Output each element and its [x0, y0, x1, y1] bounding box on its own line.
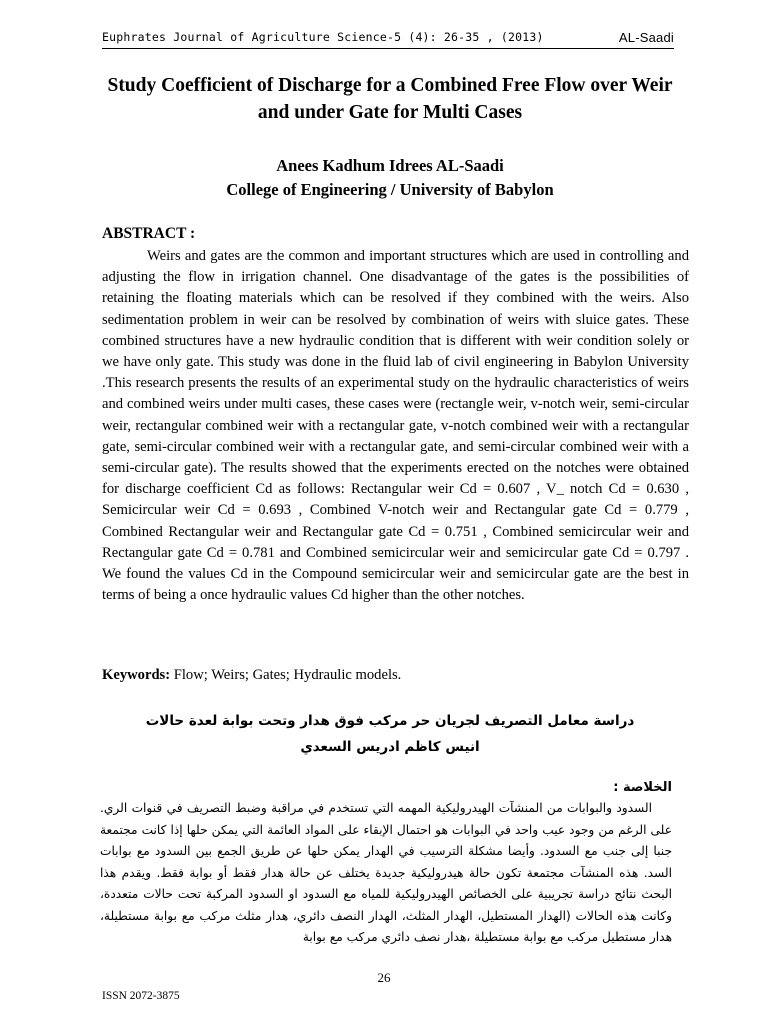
- arabic-abstract-body: السدود والبوابات من المنشآت الهيدروليكية المهمه التي تستخدم في مراقبة وضبط التصريف في قنوات الري. على الرغم من وجود عيب واحد في البوابات هو احتمال الإبقاء على المواد العائمة التي يمكن حلها إذا كانت مجتمعة جنبا إلى جنب مع السدود. وأيضا مشكلة الترسيب في الهدار يمكن حلها عن طريق الجمع بين السدود مع بوابات السد. هذه المنشآت مجتمعة تكون حالة هيدروليكية جديدة يختلف عن حالة هدار فقط أو بوابة فقط. ويقدم هذا البحث نتائج دراسة تجريبية على الخصائص الهيدروليكية للمياه مع السدود او السدود المركبة تحت حالات متعددة، وكانت هذه الحالات (الهدار المستطيل، الهدار المثلث، الهدار النصف دائري، هدار مثلث مركب مع بوابة مستطيلة، هدار مستطيل مركب مع بوابة مستطيلة ،هدار نصف دائري مركب مع بوابة: [100, 801, 672, 944]
- abstract-heading: ABSTRACT :: [102, 225, 196, 242]
- paper-title-line-2: and under Gate for Multi Cases: [257, 102, 523, 123]
- keywords-text: Flow; Weirs; Gates; Hydraulic models.: [170, 667, 402, 683]
- header-rule: [102, 48, 674, 49]
- paper-title-line-1: Study Coefficient of Discharge for a Combined Free Flow over Weir: [107, 75, 673, 96]
- author-name: Anees Kadhum Idrees AL-Saadi: [276, 156, 504, 175]
- keywords-label: Keywords:: [102, 667, 171, 683]
- arabic-author: انيس كاظم ادريس السعدي: [300, 739, 480, 755]
- keywords: [102, 667, 689, 684]
- arabic-title: دراسة معامل التصريف لجريان حر مركب فوق هدار وتحت بوابة لعدة حالات: [145, 713, 635, 729]
- paper-title: [90, 72, 690, 126]
- issn: ISSN 2072-3875: [102, 990, 180, 1002]
- header-author: AL-Saadi: [618, 30, 674, 45]
- running-header: [102, 28, 674, 48]
- journal-citation: Euphrates Journal of Agriculture Science-5 (4): 26-35 , (2013): [102, 30, 544, 44]
- arabic-title-block: [90, 708, 690, 760]
- author-block: [90, 154, 690, 202]
- author-affiliation: College of Engineering / University of Babylon: [226, 180, 554, 199]
- arabic-abstract-heading: الخلاصة :: [613, 780, 672, 795]
- page-number: 26: [377, 970, 391, 985]
- abstract-body: Weirs and gates are the common and important structures which are used in controlling and adjusting the flow in irrigation channel. One disadvantage of the gates is the possibilities of retaining the floating materials which can be resolved if they combined with the weirs. Also sedimentation problem in weir can be resolved by combination of weirs with sluice gates. These combined structures have a new hydraulic condition that is different with weir condition solely or we have only gate. This study was done in the fluid lab of civil engineering in Babylon University .This research presents the results of an experimental study on the hydraulic characteristics of weirs and combined weirs under multi cases, these cases were (rectangle weir, v-notch weir, semi-circular weir, rectangular combined weir with a rectangular gate, v-notch combined weir with a rectangular gate, semi-circular combined weir with a rectangular gate, and semi-circular combined weir with a semi-circular gate). The results showed that the experiments erected on the notches were obtained for discharge coefficient Cd as follows: Rectangular weir Cd = 0.607 , V_ notch Cd = 0.630 , Semicircular weir Cd = 0.693 , Combined V-notch weir and Rectangular gate Cd = 0.779 , Combined Rectangular weir and Rectangular gate Cd = 0.751 , Combined semicircular weir and Rectangular gate Cd = 0.781 and Combined semicircular weir and semicircular gate Cd = 0.797 . We found the values Cd in the Compound semicircular weir and semicircular gate are the best in terms of being a once hydraulic values Cd higher than the other notches.: [102, 248, 689, 604]
